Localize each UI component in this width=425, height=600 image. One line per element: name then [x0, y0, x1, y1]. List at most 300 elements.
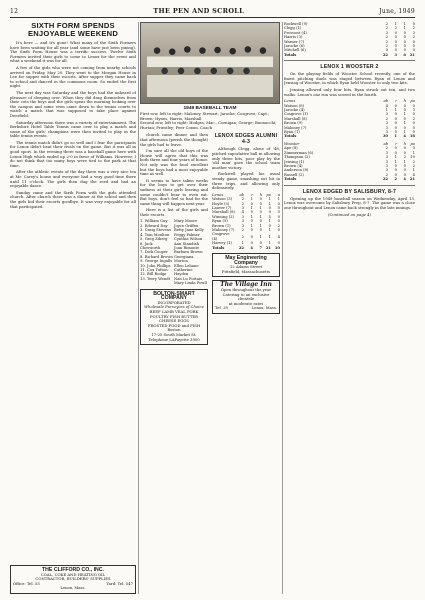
table-cell: po — [410, 99, 415, 104]
paragraph: On the playing fields of Wooster School recently, one of the finest pitching duels was staged between Ryan of Lenox and Jensing of Wooster, in which Ryan held Wooster to only two hits. — [284, 71, 415, 86]
headline-wooster: LENOX 1 WOOSTER 2 — [320, 64, 379, 71]
table-cell: 0 — [412, 130, 415, 135]
continued-note: (Continued on page 4) — [327, 212, 372, 218]
table-cell: 0 — [268, 210, 271, 215]
table-cell: Hoyle (5) — [212, 201, 230, 206]
table-cell: 0 — [394, 116, 397, 121]
ad-line: POULTRY FISH BUTTER — [149, 313, 199, 319]
table-cell: 0 — [259, 227, 262, 232]
table-cell: 0 — [250, 241, 253, 246]
table-cell: Zimmerman (6) — [284, 150, 314, 155]
table-cell: 0 — [250, 210, 253, 215]
paragraph: After the athletic events of the day there was a very nice tea at Mr. Carey's house and everyone had a very good time there until 11 o'clock. The girls then dug the reed and had an enjoyable dance. — [10, 169, 136, 189]
table-cell: 0 — [403, 103, 406, 108]
table-cell: Totals — [284, 52, 297, 57]
table-cell: 18 — [409, 134, 415, 139]
table-cell: 0 — [250, 219, 253, 224]
table-cell: 1 — [259, 205, 262, 210]
paragraph: The next day was Saturday and the boys had the unheard of pleasure of sleeping over. When they did drag themselves from their cots the boys and the girls spent the morning looking over the campus and some even came down to the tennis courts to watch a match that was supposed to take place against Deerfield. — [10, 89, 136, 118]
table-cell: 3 — [385, 168, 388, 173]
escort-name: 11. Cox Tufton — [140, 267, 168, 272]
paragraph: It's here — and it's gone! What many of the Sixth Formers have been waiting for all year (and some have just been pining). The Sixth Form House was a terrific success. Twelve Sixth Formers invited their girls to come to Lenox for the event and what a weekend it was for all. — [10, 40, 136, 64]
table-cell: 0 — [394, 35, 397, 40]
guest-name: Mary Moore — [174, 219, 198, 224]
table-cell: 1 — [403, 112, 406, 117]
table-cell: 1 — [394, 134, 397, 139]
table-cell: Ape (8) — [284, 146, 298, 151]
table-cell: r — [395, 141, 397, 146]
table-cell: 0 — [394, 146, 397, 151]
table-cell: 0 — [403, 35, 406, 40]
box-score-wooster — [284, 142, 415, 182]
table-cell: 0 — [394, 44, 397, 49]
escort-name: 6. Jack Chesworth — [140, 241, 161, 250]
caption-second: Second row, left to right: Hodges, Mac., Cornigan; George; Buonocchi; Hurtan; Priestley; Peer Coxon, Coach — [140, 120, 277, 130]
table-cell: 5 — [268, 214, 271, 219]
table-cell: 3 — [385, 30, 388, 35]
table-cell: 0 — [394, 168, 397, 173]
table-cell: 4 — [250, 245, 253, 250]
table-cell: 1 — [385, 108, 388, 113]
ad-town: Lenox, Mass. — [251, 305, 277, 311]
table-cell: Lauver (7) — [212, 205, 232, 210]
table-cell: 0 — [403, 39, 406, 44]
table-row — [212, 232, 280, 241]
table-cell: 1 — [268, 241, 271, 246]
escort-name: 9. George Ingalls — [140, 259, 173, 264]
table-cell: 0 — [250, 234, 253, 239]
ad-line: BEEF LAMB VEAL PORK — [149, 308, 199, 314]
table-cell: 3 — [385, 112, 388, 117]
ad-line: 12 Adams Street — [229, 264, 263, 270]
paragraph: Although Clegg, alone of '48, pitched superlative ball in allowing only three hits, poor play by the 'old man' gave the school team another victory. — [212, 146, 280, 170]
table-cell: 0 — [412, 39, 415, 44]
table-cell: 0 — [403, 30, 406, 35]
table-cell: 1 — [241, 241, 244, 246]
table-total — [284, 53, 415, 57]
ad-phone: Yard: Tel. 547 — [106, 580, 133, 586]
ad-title: BOLTON-SMART COMPANY — [153, 290, 195, 302]
table-cell: 21 — [409, 52, 415, 57]
ad-bolton-smart — [140, 289, 208, 346]
table-cell: 0 — [394, 30, 397, 35]
ad-line: Open throughout the year — [220, 286, 272, 292]
table-cell: 2 — [412, 116, 415, 121]
table-cell: 0 — [403, 168, 406, 173]
table-cell: 0 — [394, 112, 397, 117]
players-figure — [147, 39, 273, 97]
table-cell: 0 — [250, 227, 253, 232]
table-cell: Harvey (1) — [212, 241, 232, 246]
table-cell: Lenox — [284, 99, 296, 104]
table-cell: 0 — [403, 163, 406, 168]
table-cell: Brown (4) — [284, 163, 303, 168]
table-cell: Totals — [212, 245, 225, 250]
table-cell: 1 — [259, 234, 262, 239]
table-cell: 0 — [394, 103, 397, 108]
article-body — [10, 41, 136, 209]
ad-line: FROSTED FOOD and FISH — [147, 322, 201, 328]
table-cell: 0 — [412, 103, 415, 108]
table-cell: 2 — [394, 26, 397, 31]
table-cell: Jarocke (6) — [284, 44, 305, 49]
table-cell: 1 — [250, 223, 253, 228]
table-cell: 1 — [277, 197, 280, 202]
table-cell: 1 — [250, 214, 253, 219]
ad-line: INCORPORATED — [157, 299, 191, 305]
table-cell: Brown (9) — [284, 121, 303, 126]
table-cell: 2 — [385, 35, 388, 40]
table-cell: Cosgrove (1) — [284, 112, 308, 117]
table-cell: ab — [383, 99, 388, 104]
table-cell: 2 — [385, 22, 388, 26]
guest-name: Joan Rimonte — [174, 245, 200, 250]
table-cell: 0 — [403, 125, 406, 130]
paragraph: church came dinner and then that afternoon (perish the thought) the girls had to leave. — [140, 132, 208, 147]
table-cell: Jensing (1) — [284, 159, 305, 164]
table-cell: 0 — [403, 146, 406, 151]
ad-line: CHEESE EGGS — [159, 318, 189, 324]
ad-line: Pittsfield, Massachusetts — [221, 268, 271, 274]
team-photo — [140, 22, 280, 104]
table-cell: 0 — [403, 172, 406, 177]
table-cell: Clegg (1) — [284, 26, 302, 31]
ad-phone: Office: Tel. 53 — [13, 580, 40, 586]
table-cell: Watson (8) — [284, 103, 305, 108]
escort-name: 3. Craig Stevens — [140, 228, 171, 233]
photo-caption — [140, 112, 280, 130]
table-cell: 0 — [277, 227, 280, 232]
table-cell: 0 — [277, 205, 280, 210]
table-cell: 2 — [385, 39, 388, 44]
table-cell: Wooster — [284, 141, 300, 146]
table-cell: 1 — [268, 197, 271, 202]
table-cell: 1 — [403, 130, 406, 135]
table-cell: 2 — [241, 201, 244, 206]
table-cell: 1 — [259, 214, 262, 219]
ad-line: at moderate rates — [228, 300, 264, 306]
ad-phone: Tel. 29 — [215, 305, 228, 311]
table-cell: 2 — [385, 44, 388, 49]
table-cell: 0 — [394, 48, 397, 53]
table-cell: 1 — [412, 150, 415, 155]
column-sixth-form — [10, 22, 136, 594]
table-cell: 0 — [412, 121, 415, 126]
table-cell: 3 — [241, 205, 244, 210]
table-cell: Jarocke (4) — [284, 108, 305, 113]
table-cell: 1 — [250, 205, 253, 210]
table-cell: 0 — [259, 241, 262, 246]
table-cell: 3 — [385, 121, 388, 126]
guest-name: Joyce Griffen — [174, 223, 199, 228]
guest-name: Cynthia Wilson — [174, 237, 203, 242]
table-cell: 0 — [268, 223, 271, 228]
table-cell: 0 — [259, 201, 262, 206]
table-cell: 0 — [403, 108, 406, 113]
table-cell: 2 — [412, 26, 415, 31]
table-cell: Cosgrove (4) — [212, 232, 230, 241]
photo-title: 1949 BASEBALL TEAM — [183, 106, 237, 111]
headline-alumni: LENOX EDGES ALUMNI 4-3 — [214, 133, 278, 146]
table-cell: 0 — [412, 125, 415, 130]
paragraph: It seems to have taken weeks for the boys to get over their sadness at their girls leaving and some couldn't bear to even eat. But boys, don't feel so bad for the same thing will happen next year. — [140, 177, 208, 206]
table-cell: 3 — [385, 130, 388, 135]
page-header — [10, 6, 415, 18]
paragraph: Rockwell played his usual steady game, smashing out hit in three trips, and allowing only defensively. — [212, 171, 280, 191]
table-cell: r — [395, 99, 397, 104]
paper-title: THE PEN AND SCROLL — [153, 7, 245, 15]
table-cell: 0 — [385, 48, 388, 53]
table-cell: ab — [383, 141, 388, 146]
table-cell: 1 — [403, 159, 406, 164]
table-cell: 0 — [277, 210, 280, 215]
paragraph: The tennis match didn't go so well and I fear the paricipants for Lenox didn't beat their rivals on the game. But it was all in good sport. In the evening there was a baseball game here with Lenox High which ended up 2-0 in favor of Williams. However, I do not think that too many boys were tied to the park at that time. — [10, 139, 136, 168]
table-cell: po — [410, 141, 415, 146]
table-cell: 3 — [385, 125, 388, 130]
table-cell: 3 — [385, 155, 388, 160]
table-cell: 2 — [385, 172, 388, 177]
escort-name: 5. Greg Ziberg — [140, 237, 168, 242]
table-cell: 2 — [412, 163, 415, 168]
escort-name: 10. John Phillips — [140, 263, 171, 268]
table-cell: 0 — [259, 219, 262, 224]
table-cell: 22 — [238, 245, 244, 250]
table-cell: 0 — [277, 241, 280, 246]
table-cell: Lenox — [212, 192, 224, 197]
table-cell: h — [403, 99, 406, 104]
table-cell: 4 — [277, 234, 280, 239]
table-cell: 3 — [385, 150, 388, 155]
box-score-alumni — [212, 193, 280, 250]
ad-village-inn — [212, 280, 280, 314]
table-cell: 2 — [241, 197, 244, 202]
escort-name: 4. Tom Moulton — [140, 232, 170, 237]
table-cell: 4 — [241, 210, 244, 215]
table-cell: 2 — [385, 116, 388, 121]
table-cell: 0 — [403, 48, 406, 53]
table-cell: Totals — [284, 177, 297, 182]
table-cell: Ryan (9) — [212, 219, 228, 224]
table-cell: Watson (3) — [212, 197, 233, 202]
table-cell: Brown (1) — [212, 223, 231, 228]
ad-clifford — [10, 565, 136, 594]
table-cell: 3 — [412, 30, 415, 35]
table-cell: 10 — [274, 245, 280, 250]
table-cell: 10 — [410, 155, 415, 160]
table-cell: 2 — [241, 234, 244, 239]
table-cell: 4 — [403, 134, 406, 139]
table-cell: 3 — [394, 52, 397, 57]
table-cell: po — [266, 192, 271, 197]
ad-line: Catering to an exclusive clientele — [222, 291, 270, 302]
subcol-left — [140, 133, 208, 345]
ad-line: COAL, COKE AND HEATING OIL — [40, 571, 106, 577]
table-cell: 2 — [385, 146, 388, 151]
table-cell: Mitchell (6) — [284, 48, 306, 53]
table-cell: 1 — [268, 201, 271, 206]
table-cell: 0 — [394, 121, 397, 126]
table-cell: 0 — [277, 214, 280, 219]
table-cell: 4 — [412, 172, 415, 177]
table-cell: 0 — [268, 205, 271, 210]
guest-name: Peggy Palmer — [174, 232, 200, 237]
ad-title: THE CLIFFORD CO., INC. — [42, 567, 104, 574]
column-rule — [282, 22, 283, 594]
table-cell: 1 — [268, 227, 271, 232]
escort-name: 12. Bill Rodge — [140, 272, 167, 277]
page-number: 12 — [10, 8, 19, 15]
table-cell: 1 — [394, 108, 397, 113]
table-cell: 6 — [403, 52, 406, 57]
table-total — [284, 177, 415, 181]
table-cell: 3 — [385, 159, 388, 164]
paragraph: Opening up the 1949 baseball season on Wednesday, April 13, Lenox was overcome by Salisbury Prep, 8-7. The game was a close one throughout and Lenox came back strongly in the late innings. — [284, 195, 415, 210]
ad-town: Lenox, Mass. — [60, 585, 86, 591]
ad-line: CONTRACTOR, BUILDERS' SUPPLIES — [35, 576, 111, 582]
column-middle — [140, 22, 280, 594]
table-cell: 1 — [403, 26, 406, 31]
table-cell: 1 — [403, 22, 406, 26]
table-total — [212, 246, 280, 250]
table-cell: 1 — [412, 168, 415, 173]
table-cell: 7 — [259, 245, 262, 250]
headline-salisbury: LENOX EDGED BY SALISBURY, 8-7 — [302, 188, 397, 195]
table-cell: 0 — [394, 39, 397, 44]
guest-name: Georgiana Morton — [174, 254, 194, 264]
table-cell: 1 — [394, 155, 397, 160]
ad-line: 17-25 South Market St. — [151, 331, 197, 337]
table-cell: Provoost (4) — [284, 30, 307, 35]
ad-line: Wholesale Purveyors of Choice — [144, 304, 204, 310]
table-cell: 22 — [382, 52, 388, 57]
paragraph: Sunday came and the Sixth Form with the girls attended church. After church there was a dinner at the school and then the girls bid their escorts goodbye. It was very enjoyable for all that participated. — [10, 189, 136, 209]
table-cell: h — [259, 192, 262, 197]
caption-front: First row, left to right: Maloney, Stewart, Jarocke; Cosgrove; Capt.; Brown; Hynes, Harris, Marshall — [140, 111, 270, 121]
table-cell: 4 — [385, 103, 388, 108]
table-cell: 0 — [394, 125, 397, 130]
table-cell: r — [251, 192, 253, 197]
issue-date: June, 1949 — [379, 8, 415, 15]
table-cell: 3 — [241, 219, 244, 224]
table-cell: 0 — [394, 150, 397, 155]
table-cell: Rockwell (9) — [284, 22, 308, 26]
guest-name: Catherine Hayden — [174, 267, 193, 277]
table-cell: 0 — [412, 146, 415, 151]
table-cell: 1 — [403, 121, 406, 126]
table-cell: Anderson (8) — [284, 168, 309, 173]
table-cell: 0 — [277, 201, 280, 206]
escort-name: 1. William Guy — [140, 219, 168, 224]
table-cell: 0 — [250, 201, 253, 206]
table-cell: Thompson (2) — [284, 155, 310, 160]
table-cell: Winning (2) — [212, 214, 234, 219]
table-cell: 0 — [403, 150, 406, 155]
table-cell: 3 — [385, 163, 388, 168]
table-cell: a — [277, 192, 280, 197]
table-cell: 0 — [412, 48, 415, 53]
guest-name: Ann Standish — [174, 241, 199, 246]
column-rule — [138, 22, 139, 594]
table-cell: 2 — [394, 177, 397, 182]
paragraph: A few of the girls who were not coming from nearby schools arrived on Friday, May 20. They went to the Morgan House in Lee for supper with their escorts. After supper they came back to school and danced in the commons room. So ended the first night. — [10, 64, 136, 89]
table-cell: 2 — [241, 227, 244, 232]
table-cell: h — [403, 141, 406, 146]
paragraph: Saturday afternoon there was a variety of entertainment. The Berkshire Hotel Table Tennis came over to play a match and some of the girls' champions were then invited to play in the table tennis events. — [10, 119, 136, 139]
table-cell: ab — [239, 192, 244, 197]
table-cell: Harris (3) — [284, 35, 303, 40]
guest-name: Betty Jane Kelly — [174, 228, 204, 233]
table-cell: 0 — [259, 210, 262, 215]
table-cell: 0 — [412, 112, 415, 117]
table-cell: 3 — [241, 214, 244, 219]
table-cell: Marshall (8) — [212, 210, 235, 215]
table-cell: 0 — [394, 163, 397, 168]
paragraph: Jensing allowed only four hits, Ryan struck out ten, and two walks. Lenox's one run was scored in the fourth. — [284, 87, 415, 97]
table-cell: 22 — [382, 177, 388, 182]
column-right — [284, 22, 415, 594]
table-cell: 21 — [409, 177, 415, 182]
escort-name: 2. Edward Day — [140, 223, 168, 228]
table-cell: Maloney (7) — [284, 125, 307, 130]
table-cell: 0 — [277, 219, 280, 224]
table-cell: 3 — [241, 223, 244, 228]
table-cell: 1 — [250, 197, 253, 202]
table-cell: Ryan (1) — [284, 130, 300, 135]
table-cell: 1 — [268, 234, 271, 239]
table-cell: 1 — [394, 22, 397, 26]
table-cell: 4 — [403, 177, 406, 182]
table-cell: 3 — [412, 108, 415, 113]
ad-line: Boston — [167, 327, 181, 333]
escort-name: 8. Richard Brown — [140, 254, 173, 259]
table-cell: Russell (2) — [284, 172, 304, 177]
ad-title: May Engineering Company — [225, 255, 267, 266]
escort-list — [140, 219, 208, 285]
list-heading: Here is a list of the girls and their escorts. — [140, 207, 208, 217]
table-cell: 2 — [412, 159, 415, 164]
table-cell: 0 — [259, 197, 262, 202]
table-cell: 0 — [412, 22, 415, 26]
box-score-lenox — [284, 99, 415, 139]
table-cell: 1 — [268, 219, 271, 224]
table-cell: 1 — [394, 159, 397, 164]
ad-phone: Telephone LAFayette 3900 — [148, 336, 200, 342]
box-score-top — [284, 22, 415, 57]
table-cell: Maloney (7) — [212, 227, 235, 232]
paragraph: I'm sure all the old boys of the House will agree that this was both three and four years of honor. Not only was the food excellent but the boys had a most enjoyable time as well. — [140, 148, 208, 177]
table-cell: 2 — [385, 26, 388, 31]
guest-name: Barbara Brown — [174, 250, 203, 255]
table-cell: 2 — [277, 223, 280, 228]
table-cell: 0 — [403, 44, 406, 49]
table-cell: 30 — [382, 134, 388, 139]
table-cell: 0 — [394, 172, 397, 177]
table-cell: 2 — [412, 35, 415, 40]
table-cell: 0 — [394, 130, 397, 135]
table-cell: 2 — [403, 155, 406, 160]
table-cell: Warner (7) — [284, 39, 305, 44]
escort-name: 7. Dick Cooper — [140, 250, 168, 255]
headline-sixth-form: SIXTH FORM SPENDS ENJOYABLE WEEKEND — [27, 22, 119, 38]
table-cell: 21 — [265, 245, 271, 250]
table-cell: 0 — [412, 44, 415, 49]
table-cell: Marshall (8) — [284, 116, 307, 121]
ad-title: The Village Inn — [220, 281, 272, 289]
table-cell: 1 — [259, 223, 262, 228]
guest-name: Mary Linda Fowll — [174, 281, 207, 286]
ad-may-engineering — [212, 253, 280, 277]
subcol-right — [212, 133, 280, 345]
